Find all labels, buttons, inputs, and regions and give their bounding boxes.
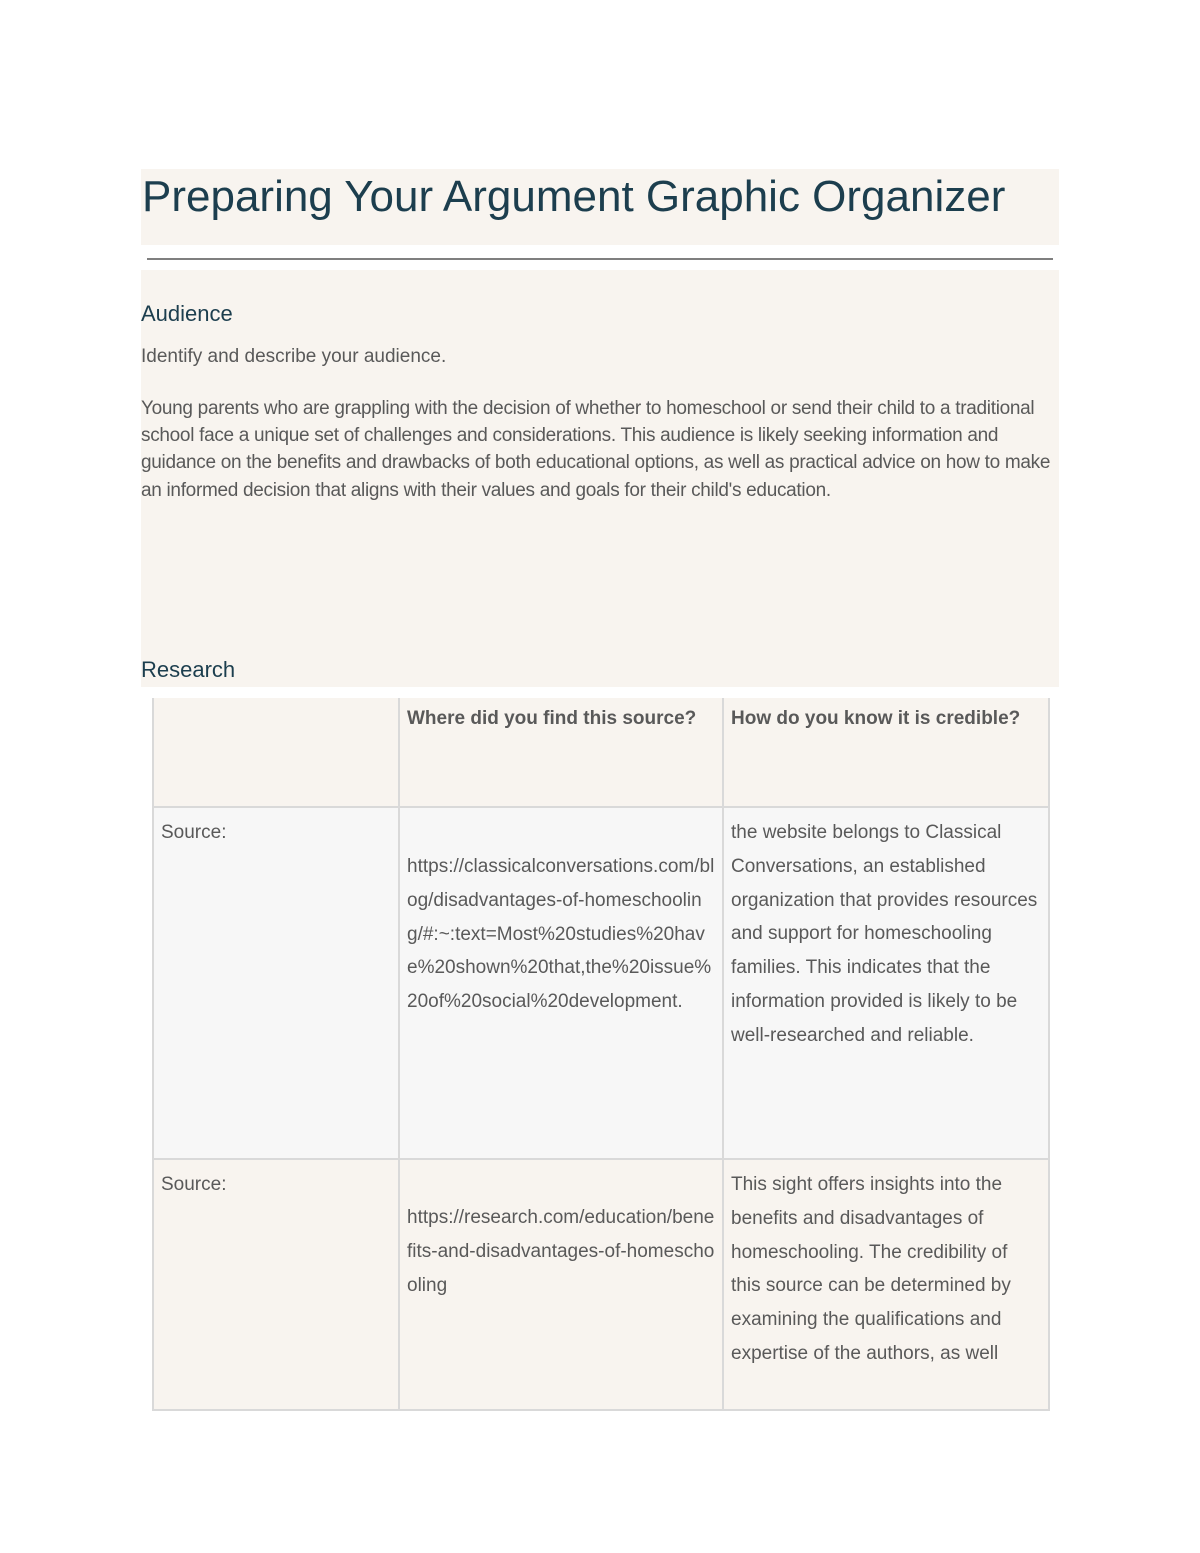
- credibility-text: This sight offers insights into the benefits and disadvantages of homeschooling. The credibility of this source can be determined by examining the qualifications and expertise of the authors, as well: [723, 1159, 1049, 1410]
- audience-heading: Audience: [141, 301, 233, 326]
- header-cell-credible: How do you know it is credible?: [723, 698, 1049, 807]
- audience-response: Young parents who are grappling with the decision of whether to homeschool or send their child to a traditional school face a unique set of challenges and considerations. This audience is likely seeking information and guidance on the benefits and drawbacks of both educational options, as well as practical advice on how to make an informed decision that aligns with their values and goals for their child's education.: [141, 398, 1051, 501]
- research-heading: Research: [141, 657, 236, 682]
- header-cell-blank: [153, 698, 399, 807]
- source-label: Source:: [153, 807, 399, 1159]
- table-row: [153, 1159, 1049, 1410]
- page-title: Preparing Your Argument Graphic Organizer: [142, 172, 1006, 221]
- credibility-text: the website belongs to Classical Conversations, an established organization that provides resources and support for homeschooling families. This indicates that the information provided is likely to be well-researched and reliable.: [723, 807, 1049, 1159]
- source-url: https://research.com/education/benefits-and-disadvantages-of-homeschooling: [399, 1159, 723, 1410]
- source-label: Source:: [153, 1159, 399, 1410]
- table-row: [153, 807, 1049, 1159]
- table-header-row: [153, 698, 1049, 807]
- audience-prompt: Identify and describe your audience.: [141, 346, 447, 367]
- source-url: https://classicalconversations.com/blog/disadvantages-of-homeschooling/#:~:text=Most%20studies%20have%20shown%20that,the%20issue%20of%20social%20development.: [399, 807, 723, 1159]
- header-cell-where: Where did you find this source?: [399, 698, 723, 807]
- research-table: [152, 698, 1050, 1411]
- title-divider: [147, 258, 1053, 260]
